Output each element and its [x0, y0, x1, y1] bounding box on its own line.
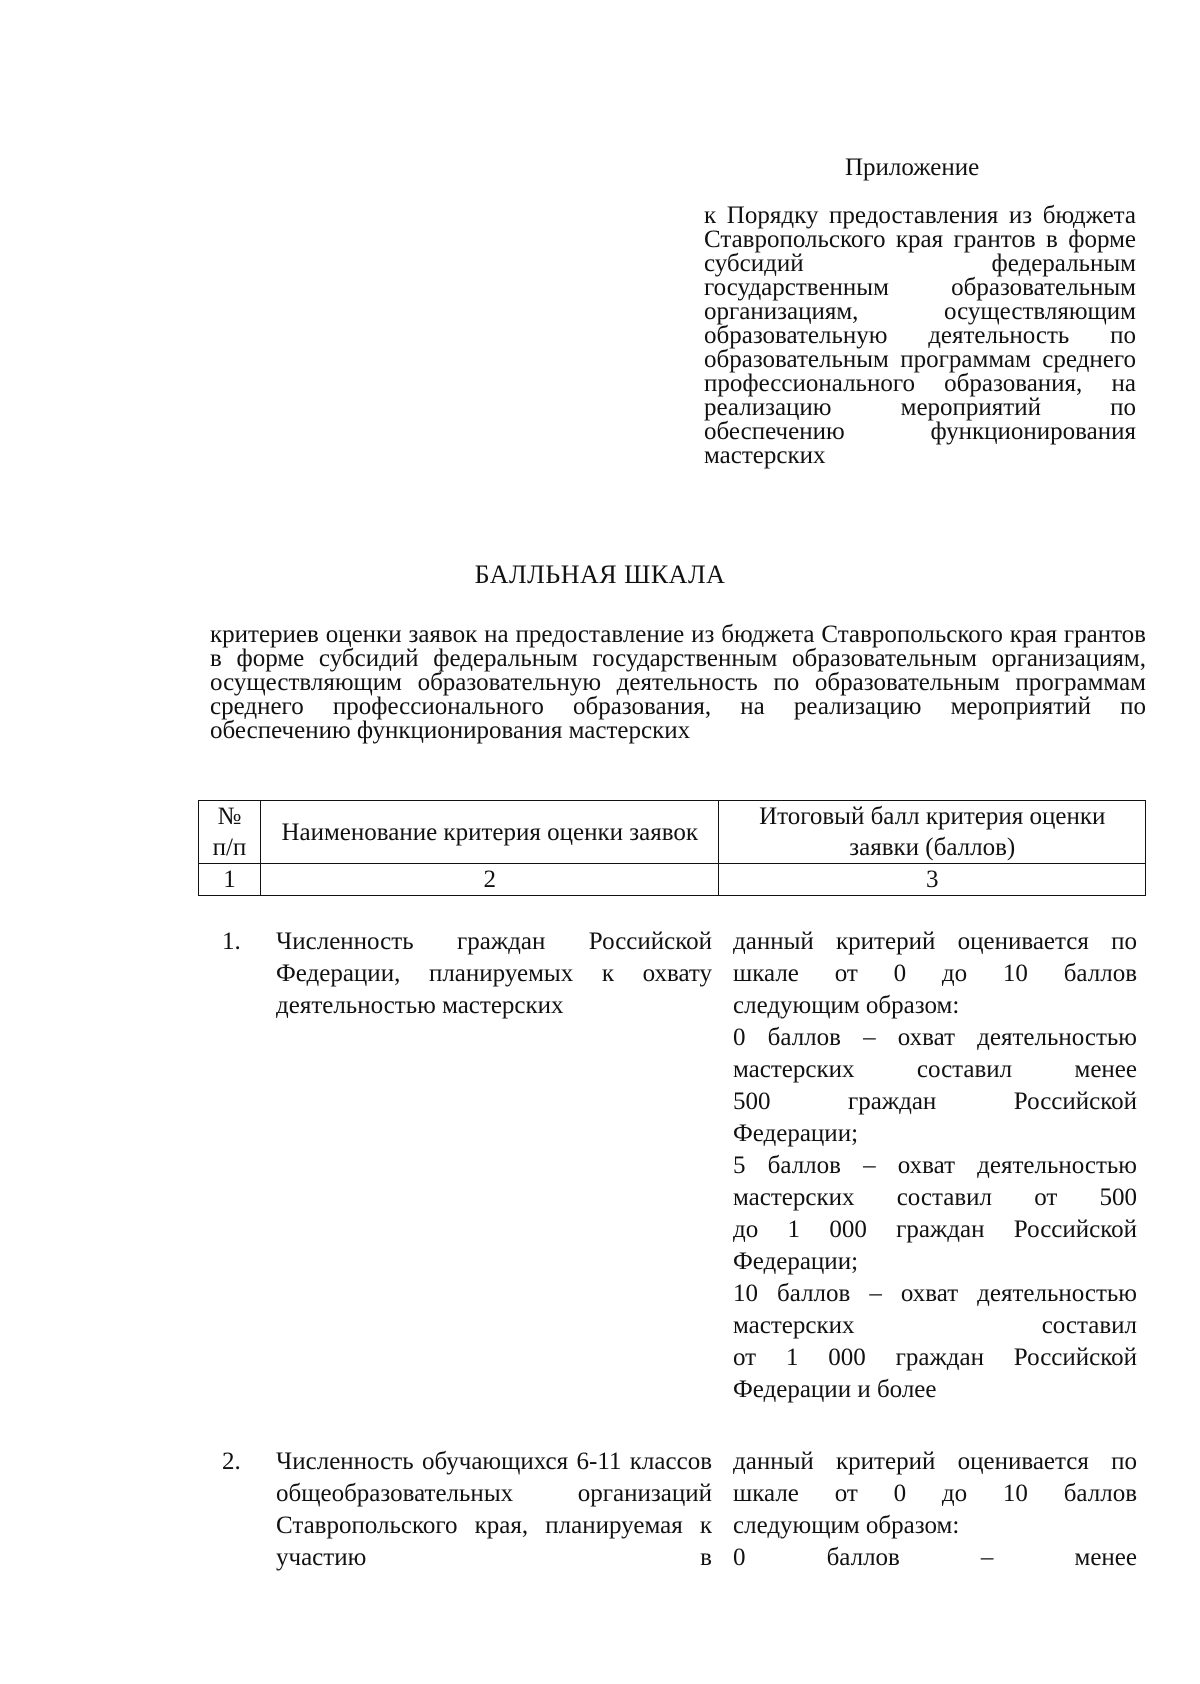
header-cell-score: Итоговый балл критерия оценки заявки (баллов): [719, 801, 1146, 864]
row-score-description: [733, 926, 1137, 1406]
score-line: Федерации и более: [733, 1376, 937, 1403]
score-line: Федерации;: [733, 1120, 859, 1147]
column-number-3: 3: [719, 864, 1146, 896]
score-line: 5 баллов – охват деятельностью: [733, 1152, 1137, 1179]
appendix-title: Приложение: [845, 154, 980, 181]
score-line: мастерских составил от 500: [733, 1184, 1137, 1211]
score-line: следующим образом:: [733, 992, 960, 1019]
score-line: 0 баллов – менее: [733, 1544, 1137, 1571]
score-line: данный критерий оценивается по: [733, 928, 1137, 955]
table-header-row: [199, 801, 1146, 864]
score-line: шкале от 0 до 10 баллов: [733, 960, 1137, 987]
header-cell-criterion: Наименование критерия оценки заявок: [260, 801, 719, 864]
score-line: следующим образом:: [733, 1512, 960, 1539]
criterion-row-2: [0, 1446, 1200, 1586]
row-score-description: [733, 1446, 1137, 1574]
row-number: 2.: [222, 1448, 241, 1475]
row-criterion-text: Численность обучающихся 6-11 классов общеобразовательных организаций Ставропольского края, планируемая к участию в: [276, 1448, 712, 1571]
appendix-reference-text: к Порядку предоставления из бюджета Ставропольского края грантов в форме субсидий федеральным государственным образовательным организациям, осуществляющим образовательную деятельность по образовательным программам среднего профессионального образования, на реализацию мероприятий по обеспечению функционирования мастерских: [704, 202, 1136, 469]
score-line: 0 баллов – охват деятельностью: [733, 1024, 1137, 1051]
score-line: мастерских составил: [733, 1312, 1137, 1339]
score-line: данный критерий оценивается по: [733, 1448, 1137, 1475]
column-number-2: 2: [260, 864, 719, 896]
score-line: 10 баллов – охват деятельностью: [733, 1280, 1137, 1307]
row-number: 1.: [222, 928, 241, 955]
document-subtitle: критериев оценки заявок на предоставление из бюджета Ставропольского края грантов в форме субсидий федеральным государственным образовательным организациям, осуществляющим образовательную деятельность по образовательным программам среднего профессионального образования, на реализацию мероприятий по обеспечению функционирования мастерских: [210, 621, 1146, 744]
column-number-1: 1: [199, 864, 261, 896]
table-column-numbers-row: [199, 864, 1146, 896]
row-criterion-text: Численность граждан Российской Федерации, планируемых к охвату деятельностью мастерских: [276, 928, 712, 1019]
score-line: шкале от 0 до 10 баллов: [733, 1480, 1137, 1507]
score-line: до 1 000 граждан Российской: [733, 1216, 1137, 1243]
header-cell-number: № п/п: [199, 801, 261, 864]
criterion-row-1: [0, 926, 1200, 1406]
criteria-table-header: [198, 800, 1146, 896]
score-line: мастерских составил менее: [733, 1056, 1137, 1083]
score-line: Федерации;: [733, 1248, 859, 1275]
document-title: БАЛЛЬНАЯ ШКАЛА: [474, 560, 726, 589]
score-line: 500 граждан Российской: [733, 1088, 1137, 1115]
score-line: от 1 000 граждан Российской: [733, 1344, 1137, 1371]
